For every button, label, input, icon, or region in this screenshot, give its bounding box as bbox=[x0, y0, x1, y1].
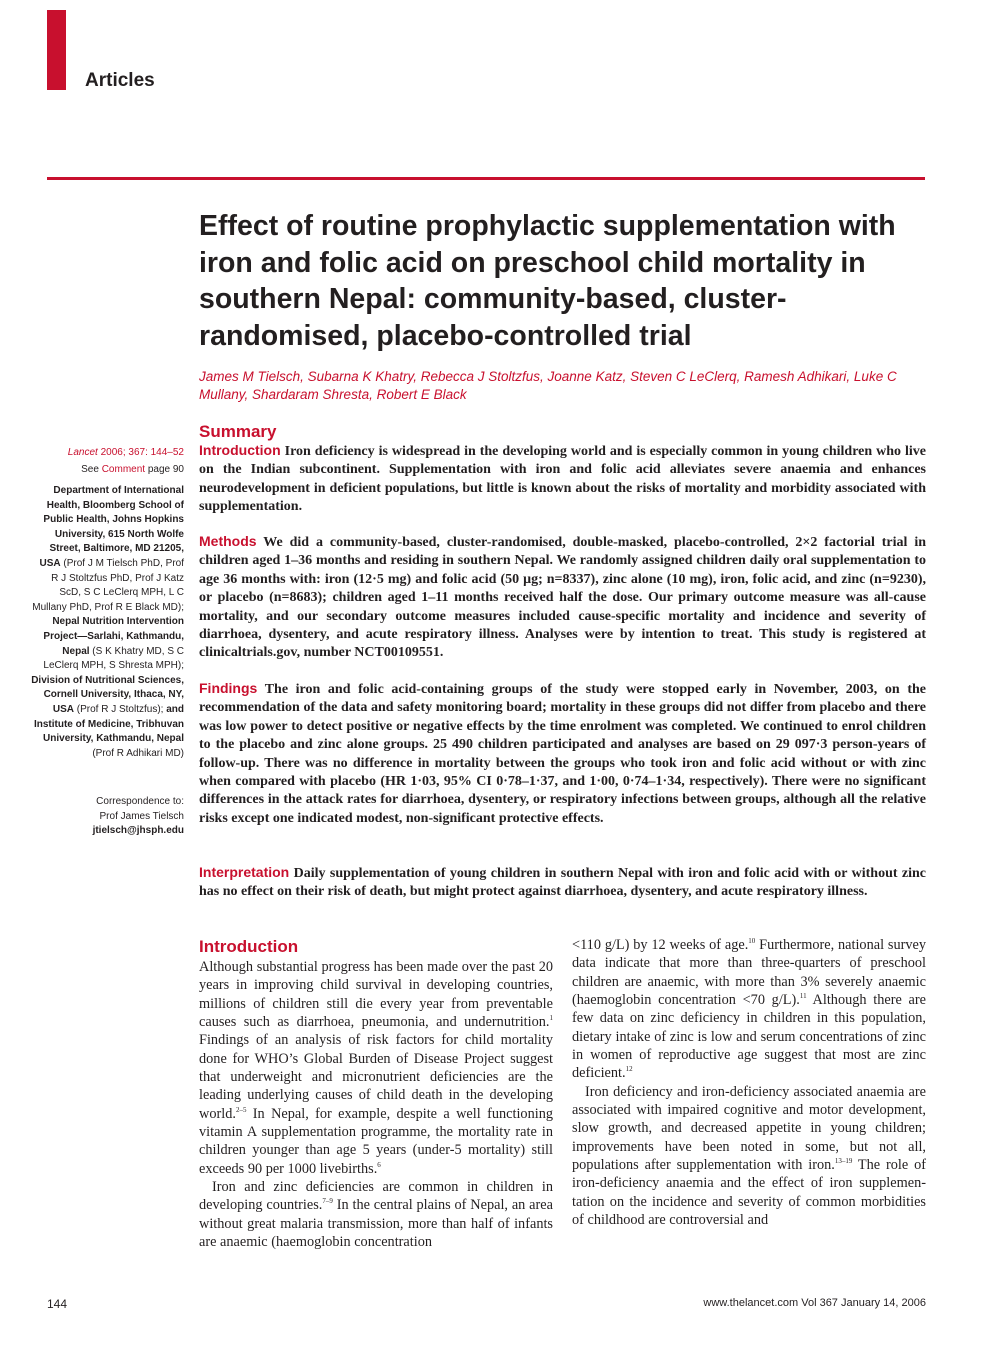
author-list: James M Tielsch, Subarna K Khatry, Rebecca J Stoltzfus, Joanne Katz, Steven C LeClerq, Ramesh Adhikari, Luke C Mullany, Shardaram Shresta, Robert E Black bbox=[199, 369, 897, 402]
affiliation-bold: Nepal Nutrition Intervention Project—Sarlahi, Kathmandu, Nepal bbox=[43, 616, 184, 657]
article-title: Effect of routine prophylactic supplementation with iron and folic acid on preschool child mortality in southern Nepal: community-based, cluster-randomised, placebo-controlled trial bbox=[199, 210, 896, 352]
body-paragraph bbox=[572, 1083, 926, 1230]
abstract-label: Introduction bbox=[199, 442, 281, 458]
abstract-findings bbox=[199, 679, 926, 828]
affiliation-authors: (Prof J M Tielsch PhD, Prof R J Stoltzfus PhD, Prof J Katz ScD, S C LeClerq MPH, L C Mullany PhD, Prof R E Black MD); bbox=[32, 557, 184, 613]
header-rule bbox=[47, 177, 925, 180]
abstract-label: Methods bbox=[199, 533, 257, 549]
body-text: In the central plains of Nepal, an area without great malaria transmission, more than half of infants are anaemic (haemoglobin concentration bbox=[199, 1197, 553, 1251]
citation-superscript: 7–9 bbox=[322, 1197, 333, 1206]
summary-heading: Summary bbox=[199, 422, 277, 441]
body-column-right bbox=[572, 936, 926, 1230]
body-column-left bbox=[199, 936, 553, 1252]
correspondence-label: Correspondence to: bbox=[96, 796, 184, 807]
abstract-text: The iron and folic acid-containing groups of the study were stopped early in November, 2003, on the recommendation of the data and safety monitoring board; mortality in these groups did not differ from placebo and there was low power to detect positive or negative effects by the time enrolment was completed. We continued to enrol children to the placebo and zinc alone groups. 25 490 children participated and analyses are based on 29 097·3 person-years of follow-up. There was no difference in mortality between the groups who took iron and folic acid without or with zinc when compared with placebo (HR 1·03, 95% CI 0·78–1·37, and 1·00, 0·74–1·34, respectively). There were no significant differences in the attack rates for diarrhoea, dysentery, or respiratory infections between groups, although all the relative risks except one indicated modest, non-significant protective effects. bbox=[199, 682, 926, 826]
body-text: In Nepal, for example, despite a well functioning vitamin A supplementation programme, the mortality rate in children younger than age 5 years (under-5 mortality) still exceeds 90 per 1000 livebirths. bbox=[199, 1105, 553, 1177]
correspondence-email[interactable]: jtielsch@jhsph.edu bbox=[92, 825, 184, 837]
citation-journal: Lancet bbox=[67, 447, 98, 458]
see-comment bbox=[30, 463, 184, 478]
see-suffix: page 90 bbox=[145, 464, 184, 475]
body-text: Furthermore, national survey data indicate that more than three-quarters of preschool children are anaemic, with more than 3% severely anaemic (haemoglobin concentration <70 g/L). bbox=[572, 937, 927, 1009]
citation-superscript: 6 bbox=[377, 1161, 381, 1170]
affiliation-bold: Division of Nutritional Sciences, Cornell University, Ithaca, NY, USA bbox=[31, 674, 184, 715]
body-text: Findings of an analysis of risk factors for child mortality done for WHO’s Global Burden of Disease Project suggest that underweight and micronutrient deficiencies are the leading underlying causes of child death in the developing world. bbox=[199, 1032, 553, 1122]
introduction-heading: Introduction bbox=[199, 937, 299, 956]
section-color-bar bbox=[47, 10, 66, 90]
affiliation-bold: Department of International Health, Bloomberg School of Public Health, Johns Hopkins University, 615 North Wolfe Street, Baltimore, MD 21205, USA bbox=[39, 485, 184, 569]
section-label: Articles bbox=[85, 70, 155, 91]
body-text: <110 g/L) by 12 weeks of age. bbox=[572, 937, 749, 953]
abstract-text: Daily supplementation of young children in southern Nepal with iron and folic acid with or without zinc has no effect on their risk of death, but might protect against diarrhoea, dysentery, and acute respiratory illness. bbox=[199, 866, 926, 900]
correspondence bbox=[30, 795, 184, 839]
see-prefix: See bbox=[81, 464, 102, 475]
citation-superscript: 10 bbox=[748, 937, 756, 946]
body-text: Although substantial progress has been made over the past 20 years in improving child survival in developing countries, millions of children still die every year from preventable causes such as diarrhoea, pneumonia, and undernutrition. bbox=[199, 959, 553, 1031]
citation-superscript: 12 bbox=[625, 1065, 633, 1074]
abstract-label: Interpretation bbox=[199, 864, 290, 880]
affiliation-authors: (S K Khatry MD, S C LeClerq MPH, S Shresta MPH); bbox=[43, 645, 184, 672]
affiliation-authors: (Prof R Adhikari MD) bbox=[92, 747, 184, 759]
abstract-methods bbox=[199, 532, 926, 663]
body-paragraph bbox=[199, 1178, 553, 1251]
body-text: Although there are few data on zinc deficiency in children in this population, dietary intake of zinc is low and serum concentrations of zinc in women of reproductive age suggest that most are zinc deficient. bbox=[572, 992, 926, 1082]
citation-superscript: 2–5 bbox=[235, 1105, 247, 1114]
abstract-introduction bbox=[199, 441, 926, 517]
body-text: Iron and zinc deficiencies are common in children in developing countries. bbox=[199, 1179, 553, 1214]
citation-superscript: 13–19 bbox=[834, 1157, 853, 1166]
affiliation-authors: (Prof R J Stoltzfus); bbox=[73, 703, 167, 715]
abstract-text: Iron deficiency is widespread in the developing world and is especially common in young children who live on the Indian subcontinent. Supplementation with iron and folic acid alleviates severe anaemia and enhances neurodevelopment in deficient populations, but little is known about the risks of mortality and morbidity associated with supplementation. bbox=[199, 444, 926, 515]
body-paragraph bbox=[199, 958, 553, 1178]
body-paragraph bbox=[572, 936, 926, 1083]
correspondence-name: Prof James Tielsch bbox=[99, 810, 184, 822]
affiliation-bold: and Institute of Medicine, Tribhuvan University, Kathmandu, Nepal bbox=[33, 703, 184, 745]
body-text: The role of iron-deficiency anaemia and the effect of iron supplemen-tation on the incidence and severity of common morbidities of childhood are controversial and bbox=[572, 1157, 926, 1229]
citation-details: 2006; 367: 144–52 bbox=[97, 447, 184, 458]
page-number: 144 bbox=[47, 1297, 68, 1311]
abstract-interpretation bbox=[199, 863, 926, 902]
journal-info: www.thelancet.com Vol 367 January 14, 2006 bbox=[703, 1297, 926, 1309]
citation-superscript: 11 bbox=[799, 992, 807, 1001]
citation-superscript: 1 bbox=[549, 1014, 553, 1023]
abstract-label: Findings bbox=[199, 680, 258, 696]
body-text: Iron deficiency and iron-deficiency associated anaemia are associated with impaired cognitive and motor development, slow growth, and decreased appetite in young children; improvements have been noted in some, but not all, populations after supplementation with iron. bbox=[572, 1083, 926, 1174]
affiliations bbox=[30, 484, 184, 761]
abstract-text: We did a community-based, cluster-randomised, double-masked, placebo-controlled, 2×2 factorial trial in children aged 1–36 months and residing in southern Nepal. We randomly assigned children daily oral supplementation to age 36 months with: iron (12·5 mg) and folic acid (50 μg; n=8337), zinc alone (10 mg), iron, folic acid, and zinc (n=9230), or placebo (n=8683); children aged 1–11 months received half the dose. Our primary outcome measure was all-cause mortality, and our secondary outcome measures included cause-specific mortality and incidence and severity of diarrhoea, dysentery, and acute respiratory illness. Analyses were by intention to treat. This study is registered at clinicaltrials.gov, number NCT00109551. bbox=[199, 535, 926, 661]
citation bbox=[30, 446, 184, 461]
comment-link[interactable]: Comment bbox=[101, 464, 146, 475]
